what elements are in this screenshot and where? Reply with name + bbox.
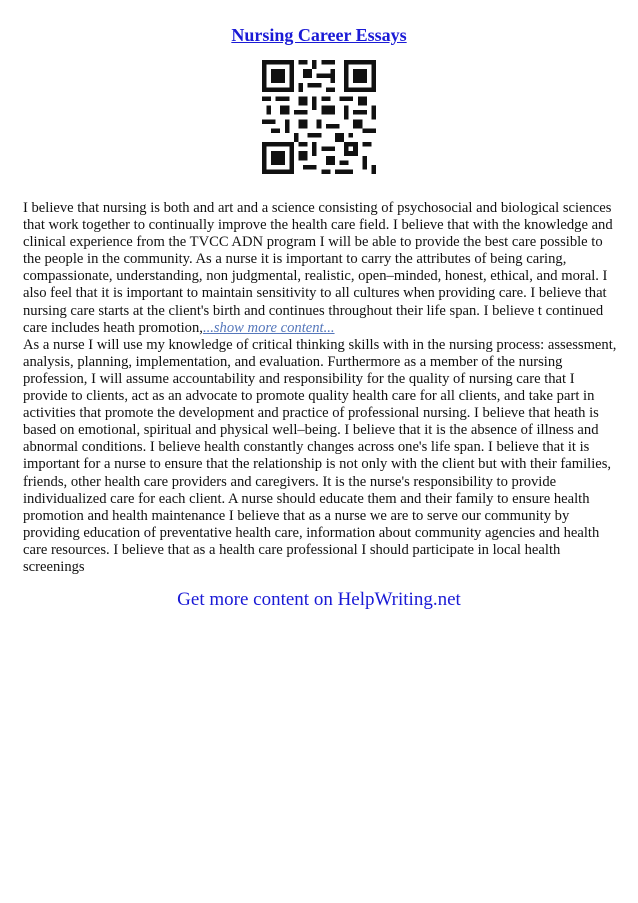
get-more-content-link[interactable]: Get more content on HelpWriting.net — [177, 589, 461, 610]
essay-paragraph: As a nurse I will use my knowledge of critical thinking skills with in the nursing process: assessment, analysis, planning, implementation, and evaluation. Furthermore as a member of the nursing profession, I will assume accountability and responsibility for the quality of nursing care that I provide to clients, act as an advocate to promote quality health care for all clients, and take part in activities that promote the development and practice of professional nursing. I believe that heath is based on emotional, spiritual and physical well–being. I believe that it is the absence of illness and abnormal conditions. I believe health constantly changes across one's life span. I believe that it is important for a nurse to ensure that the relationship is not only with the client but with their families, friends, other health care providers and caregivers. It is the nurse's responsibility to provide individualized care for each client. A nurse should educate them and their family to ensure health promotion and health maintenance I believe that as a nurse we are to serve our community by providing education of preventative health care, information about community agencies and health care resources. I believe that as a health care professional I should participate in local health screenings — [23, 336, 617, 575]
essay-paragraph — [23, 200, 617, 337]
title-link[interactable]: Nursing Career Essays — [231, 25, 407, 45]
page-title — [0, 24, 638, 46]
show-more-link[interactable]: ...show more content... — [202, 319, 335, 336]
essay-body — [23, 200, 617, 576]
qr-code-icon — [262, 60, 376, 174]
paragraph-text: I believe that nursing is both and art and a science consisting of psychosocial and biological sciences that work together to continually improve the health care field. I believe that with the knowledge and clinical experience from the TVCC ADN program I will be able to provide the best care possible to the people in the community. As a nurse it is important to carry the attributes of being caring, compassionate, understanding, non judgmental, realistic, open–minded, honest, ethical, and moral. I also feel that it is important to maintain sensitivity to all cultures when providing care. I believe that nursing care starts at the client's birth and continues throughout their life span. I believe t continued care includes heath promotion, — [23, 200, 613, 336]
footer-cta — [0, 588, 638, 612]
